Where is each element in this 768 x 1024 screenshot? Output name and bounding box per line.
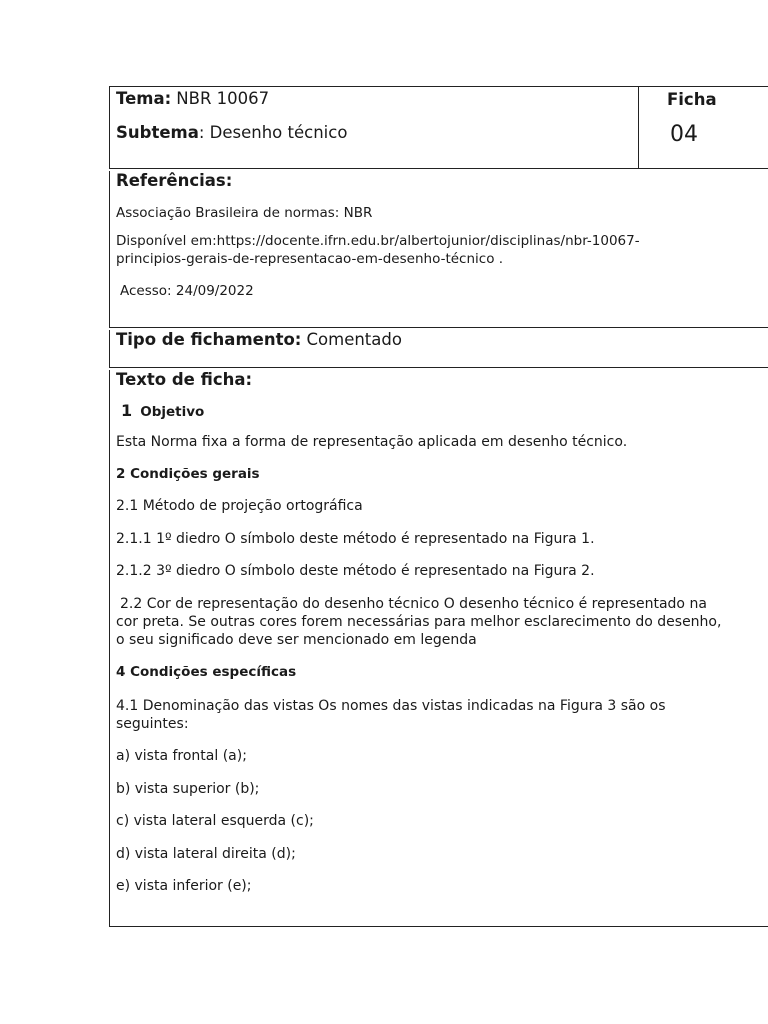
tipo-section <box>109 330 768 368</box>
ficha-cell <box>639 87 768 168</box>
list-item-c: c) vista lateral esquerda (c); <box>116 813 314 829</box>
section1-title: Objetivo <box>140 404 205 420</box>
tema-cell <box>110 87 639 168</box>
section2-title: 2 Condições gerais <box>116 466 260 482</box>
list-item-e: e) vista inferior (e); <box>116 878 252 894</box>
subtema-value: : Desenho técnico <box>198 123 348 142</box>
para-2-1-2: 2.1.2 3º diedro O símbolo deste método é representado na Figura 2. <box>116 563 595 579</box>
section4-title: 4 Condições específicas <box>116 664 297 680</box>
texto-section <box>109 370 768 927</box>
para-2-2-a: 2.2 Cor de representação do desenho técnico O desenho técnico é representado na <box>120 596 707 612</box>
header-row <box>109 86 768 169</box>
subtema-label: Subtema <box>116 123 199 142</box>
ficha-label: Ficha <box>667 90 717 109</box>
para-2-1: 2.1 Método de projeção ortográfica <box>116 498 363 514</box>
subtema-line <box>116 123 632 142</box>
referencias-section <box>109 171 768 328</box>
list-item-d: d) vista lateral direita (d); <box>116 846 296 862</box>
referencias-title: Referências: <box>116 171 233 190</box>
ficha-sheet <box>109 86 768 927</box>
para-objetivo: Esta Norma fixa a forma de representação aplicada em desenho técnico. <box>116 434 628 450</box>
section1-heading <box>116 401 768 420</box>
texto-title: Texto de ficha: <box>116 370 253 389</box>
acesso-date: Acesso: 24/09/2022 <box>120 283 254 299</box>
tema-label: Tema: <box>116 89 172 108</box>
list-item-a: a) vista frontal (a); <box>116 748 247 764</box>
referencia-line-1: Associação Brasileira de normas: NBR <box>116 205 373 221</box>
para-2-2-c: o seu significado deve ser mencionado em legenda <box>116 632 477 648</box>
tipo-value: Comentado <box>306 330 402 349</box>
tema-line <box>116 89 632 111</box>
tema-value: NBR 10067 <box>176 89 270 108</box>
list-item-b: b) vista superior (b); <box>116 781 260 797</box>
ficha-number: 04 <box>670 122 698 147</box>
section1-number: 1 <box>121 401 133 420</box>
tipo-line <box>116 330 768 349</box>
tipo-label: Tipo de fichamento: <box>116 330 302 349</box>
referencia-line-2a: Disponível em:https://docente.ifrn.edu.br/albertojunior/disciplinas/nbr-10067- <box>116 233 640 249</box>
para-2-2-b: cor preta. Se outras cores forem necessárias para melhor esclarecimento do desenho, <box>116 614 722 630</box>
para-2-1-1: 2.1.1 1º diedro O símbolo deste método é representado na Figura 1. <box>116 531 595 547</box>
para-4-1-a: 4.1 Denominação das vistas Os nomes das vistas indicadas na Figura 3 são os <box>116 698 666 714</box>
referencia-line-2b: principios-gerais-de-representacao-em-desenho-técnico . <box>116 251 504 267</box>
para-4-1-b: seguintes: <box>116 716 189 732</box>
